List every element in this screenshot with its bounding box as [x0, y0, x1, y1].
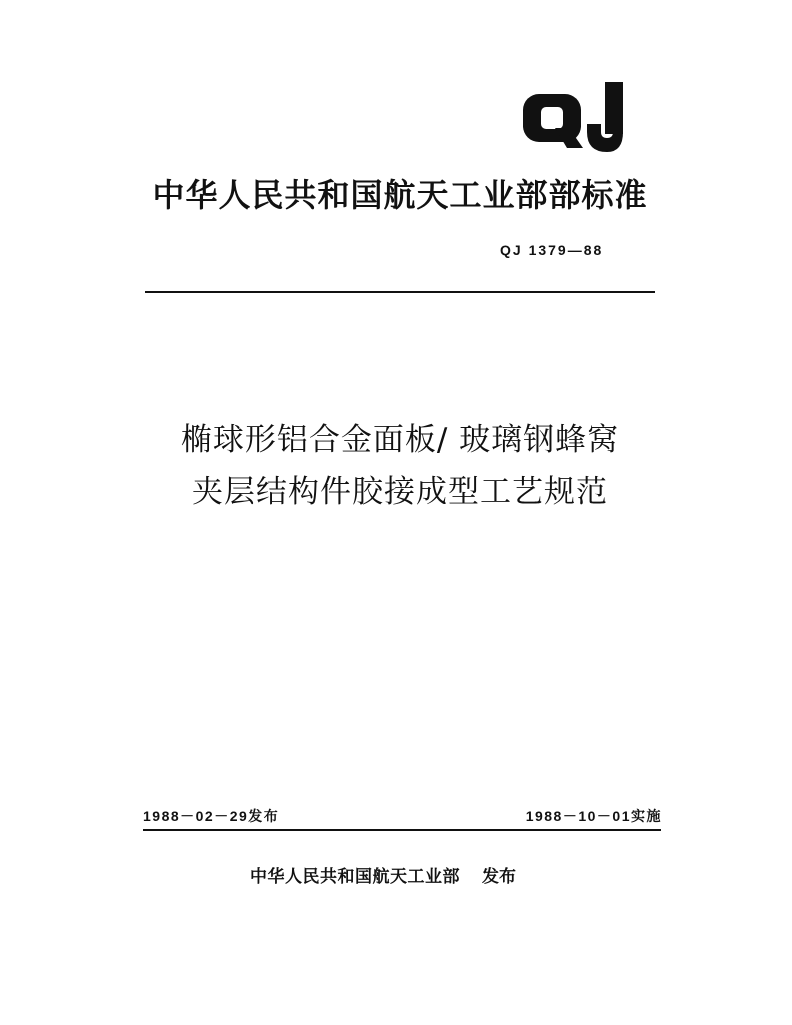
publisher-action: 发布: [482, 867, 516, 887]
implementation-date: 1988－10－01实施: [525, 808, 662, 824]
document-title-line-1: 椭球形铝合金面板/ 玻璃钢蜂窝: [180, 422, 620, 458]
document-title-line-2: 夹层结构件胶接成型工艺规范: [192, 474, 608, 510]
footer-divider: [143, 829, 661, 831]
qj-logo-mark: [521, 80, 631, 156]
publisher-line: [250, 862, 516, 887]
standard-number: QJ 1379—88: [500, 242, 604, 258]
header-divider: [145, 291, 655, 293]
qj-logo: [521, 80, 631, 156]
issue-date: 1988－02－29发布: [143, 808, 280, 824]
agency-standard-title: 中华人民共和国航天工业部部标准: [152, 176, 648, 214]
publisher-organization: 中华人民共和国航天工业部: [250, 867, 460, 887]
